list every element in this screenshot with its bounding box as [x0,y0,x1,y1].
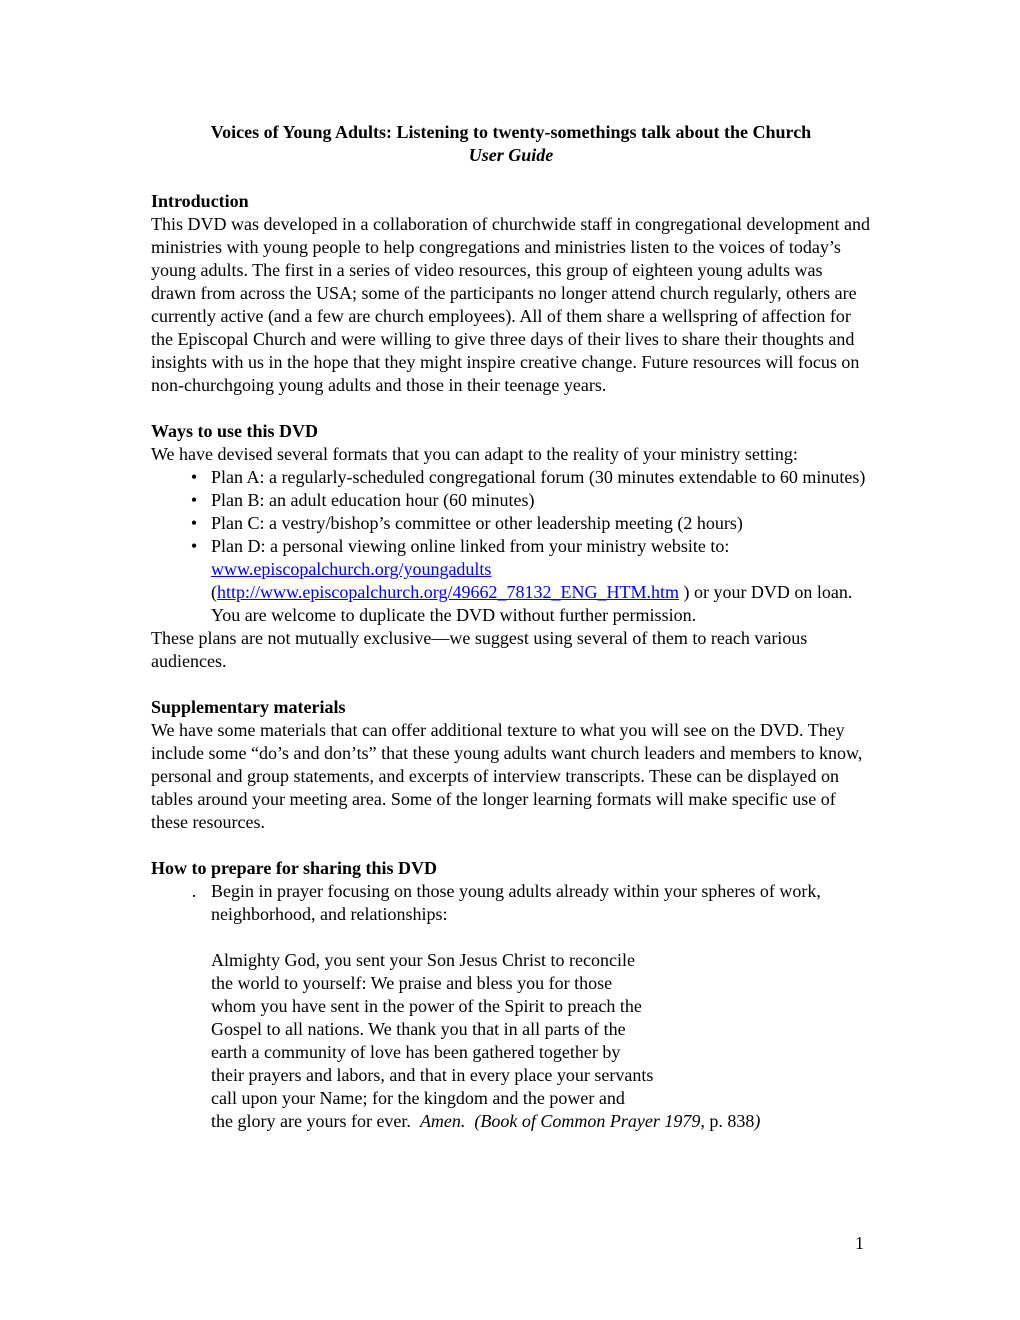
section-heading: How to prepare for sharing this DVD [151,858,438,878]
bullet-icon: . [191,881,197,901]
section-body: This DVD was developed in a collaboration of churchwide staff in congregational development and ministries with young people to help congregations and ministries listen to the voices of today’s young adults. The first in a series of video resources, this group of eighteen young adults was drawn from across the USA; some of the participants no longer attend church regularly, others are currently active (and a few are church employees). All of them share a wellspring of affection for the Episcopal Church and were willing to give three days of their lives to share their thoughts and insights with us in the hope that they might inspire creative change. Future resources will focus on non-churchgoing young adults and those in their teenage years. [151,214,870,395]
plans-list [151,466,871,627]
spacer [151,834,871,857]
prayer-line: Gospel to all nations. We thank you that in all parts of the [211,1019,626,1039]
section-heading: Ways to use this DVD [151,421,319,441]
step-text: Begin in prayer focusing on those young adults already within your spheres of work, neighborhood, and relationships: [211,881,821,924]
document-title: Voices of Young Adults: Listening to twenty-somethings talk about the Church [210,122,812,142]
paren-open: ( [211,582,217,602]
section-closing: These plans are not mutually exclusive—we suggest using several of them to reach various audiences. [151,628,808,671]
spacer [151,167,871,190]
plan-text: Plan D: a personal viewing online linked from your ministry website to: [211,536,730,556]
document-page [151,121,871,1133]
amen-text: Amen. [419,1111,466,1131]
youngadults-link[interactable]: www.episcopalchurch.org/youngadults [211,559,492,579]
prayer-line: whom you have sent in the power of the Spirit to preach the [211,996,642,1016]
plan-text: Plan B: an adult education hour (60 minutes) [211,490,535,510]
list-item-plan-a [151,466,871,489]
list-item-plan-c [151,512,871,535]
prayer-line: call upon your Name; for the kingdom and the power and [211,1088,625,1108]
list-item-step-1 [151,880,871,926]
plan-text: Plan C: a vestry/bishop’s committee or other leadership meeting (2 hours) [211,513,743,533]
plan-text: Plan A: a regularly-scheduled congregational forum (30 minutes extendable to 60 minutes) [211,467,866,487]
episcopal-htm-link[interactable]: http://www.episcopalchurch.org/49662_78132_ENG_HTM.htm [217,582,679,602]
prepare-steps-list [151,880,871,926]
list-item-plan-d [151,535,871,627]
citation-page: p. 838 [704,1111,755,1131]
bullet-icon: • [190,490,198,510]
bullet-icon: • [190,513,198,533]
section-supplementary [151,696,871,834]
document-subtitle: User Guide [468,145,554,165]
section-introduction [151,190,871,397]
spacer [151,926,871,949]
section-heading: Supplementary materials [151,697,346,717]
section-heading: Introduction [151,191,249,211]
spacer [151,397,871,420]
prayer-text: the glory are yours for ever. [211,1111,420,1131]
page-number: 1 [855,1233,864,1253]
spacer [151,673,871,696]
citation-close: ) [754,1111,761,1131]
citation-source: (Book of Common Prayer 1979, [465,1111,705,1131]
bullet-icon: • [190,536,198,556]
plan-d-continuation: ) or your DVD on loan. You are welcome to duplicate the DVD without further permission. [211,582,853,625]
prayer-line: their prayers and labors, and that in every place your servants [211,1065,654,1085]
section-ways-to-use [151,420,871,673]
section-intro: We have devised several formats that you can adapt to the reality of your ministry setting: [151,444,798,464]
prayer-line: the world to yourself: We praise and bless you for those [211,973,613,993]
section-prepare [151,857,871,1133]
prayer-line-last [211,1110,871,1133]
prayer-block [151,949,871,1133]
section-body: We have some materials that can offer additional texture to what you will see on the DVD. They include some “do’s and don’ts” that these young adults want church leaders and members to know, personal and group statements, and excerpts of interview transcripts. These can be displayed on tables around your meeting area. Some of the longer learning formats will make specific use of these resources. [151,720,863,832]
bullet-icon: • [190,467,198,487]
prayer-line: earth a community of love has been gathered together by [211,1042,621,1062]
list-item-plan-b [151,489,871,512]
prayer-line: Almighty God, you sent your Son Jesus Christ to reconcile [211,950,635,970]
